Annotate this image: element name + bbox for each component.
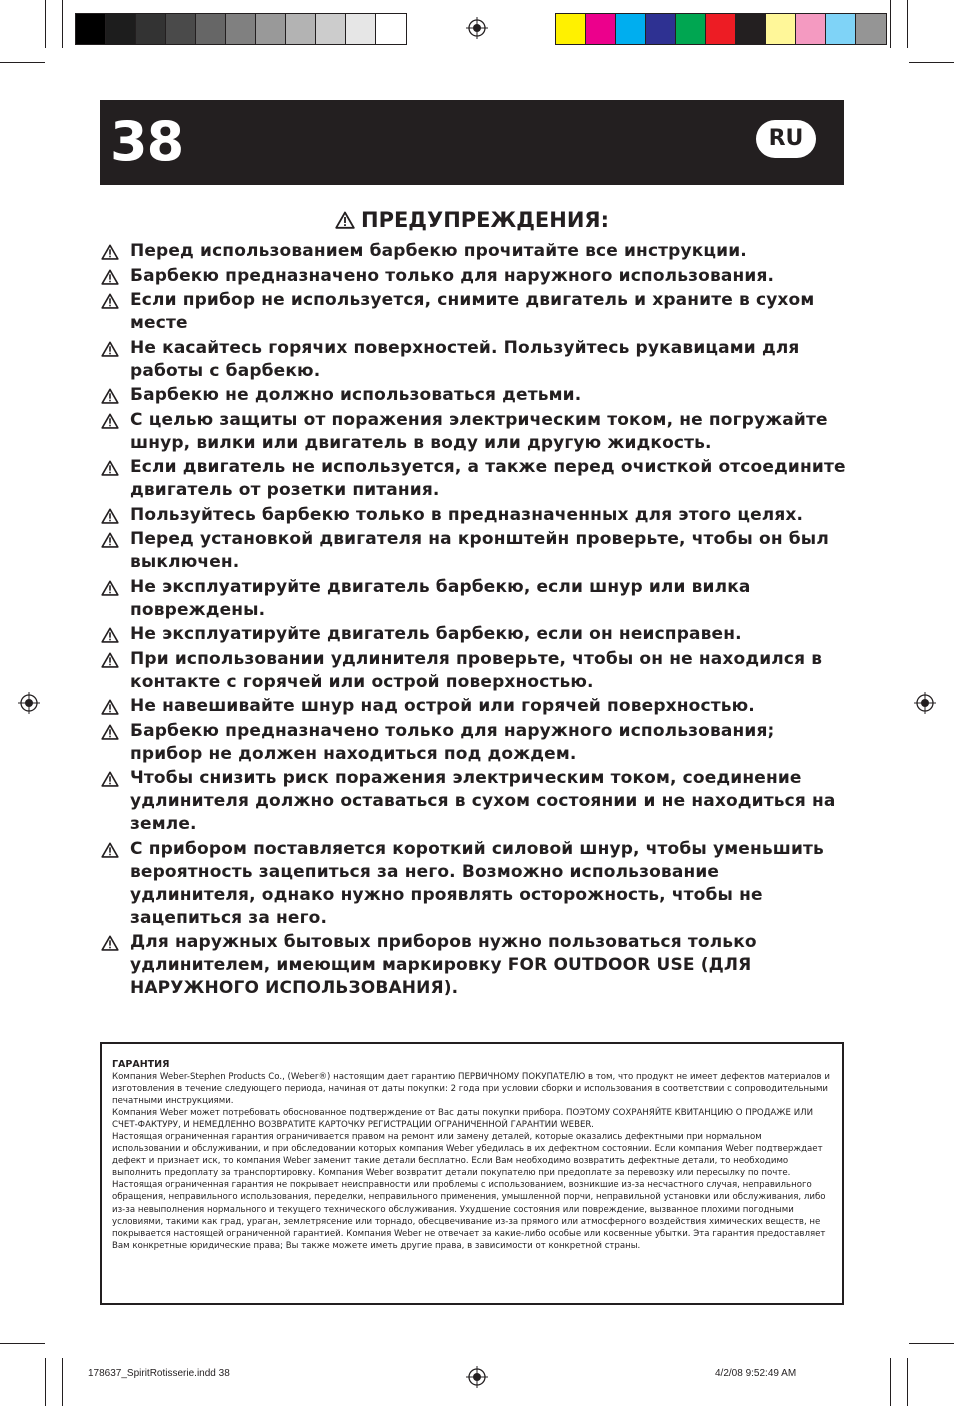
warranty-paragraph: Компания Weber-Stephen Products Co., (Weber®) настоящим дает гарантию ПЕРВИЧНОМУ ПОКУПАТЕЛЮ в том, что продукт не имеет дефектов материалов и изготовления в течение следующего периода, начиная от даты покупки: 2 года при условии сборки и использования в соответствии с сопроводительными печатными инструкциями.: [112, 1072, 830, 1107]
warning-text: Не эксплуатируйте двигатель барбекю, если шнур или вилка повреждены.: [130, 576, 751, 620]
registration-mark-icon: [466, 1366, 488, 1388]
warnings-title: ПРЕДУПРЕЖДЕНИЯ:: [361, 208, 609, 232]
crop-mark: [909, 62, 954, 63]
warning-triangle-icon: [101, 580, 119, 603]
color-swatch: [286, 14, 316, 44]
warning-item: [100, 576, 850, 622]
warning-text: Перед установкой двигателя на кронштейн проверьте, чтобы он был выключен.: [130, 529, 829, 572]
warning-text: Не касайтесь горячих поверхностей. Пользуйтесь рукавицами для работы с барбекю.: [130, 337, 800, 381]
warning-item: [100, 289, 850, 335]
warning-text: С целью защиты от поражения электрическим током, не погружайте шнур, вилки или двигатель в воду или другую жидкость.: [130, 409, 828, 453]
crop-mark: [909, 1343, 954, 1344]
color-swatch: [106, 14, 136, 44]
crop-mark: [0, 62, 45, 63]
color-swatch: [736, 14, 766, 44]
warning-text: Не эксплуатируйте двигатель барбекю, если он неисправен.: [130, 624, 742, 644]
warning-text: Для наружных бытовых приборов нужно пользоваться только удлинителем, имеющим маркировку FOR OUTDOOR USE (ДЛЯ НАРУЖНОГО ИСПОЛЬЗОВАНИЯ).: [130, 932, 757, 998]
warning-item: [100, 931, 850, 1000]
crop-mark: [907, 1358, 908, 1406]
warning-triangle-icon: [101, 842, 119, 865]
color-swatch: [226, 14, 256, 44]
warning-triangle-icon: [335, 211, 355, 229]
warnings-list: [100, 240, 850, 1002]
process-color-bar: [555, 13, 887, 45]
color-swatch: [136, 14, 166, 44]
warranty-box: [100, 1042, 844, 1305]
color-swatch: [826, 14, 856, 44]
color-swatch: [346, 14, 376, 44]
warning-item: [100, 528, 850, 574]
color-swatch: [586, 14, 616, 44]
warning-text: При использовании удлинителя проверьте, чтобы он не находился в контакте с горячей или острой поверхностью.: [130, 648, 823, 692]
warning-text: Не навешивайте шнур над острой или горячей поверхностью.: [130, 696, 755, 716]
registration-mark-icon: [466, 17, 488, 39]
crop-mark: [0, 1343, 45, 1344]
warning-item: [100, 409, 850, 455]
date-info: 4/2/08 9:52:49 AM: [715, 1368, 797, 1379]
warranty-paragraph: Настоящая ограниченная гарантия не покрывает неисправности или проблемы с использованием, возникшие из-за несчастного случая, неправильного обращения, неправильного использования, переделки, неправильного применения, умышленной порчи, неправильной установки или обслуживания, либо из-за невыполнения нормального и текущего технического обслуживания. Ухудшение состояния или повреждение, вызванное плохими погодными условиями, такими как град, ураган, землетрясение или торнадо, обесцвечивание из-за прямого или атмосферного воздействия химических веществ, не покрывается настоящей ограниченной гарантией. Компания Weber не отвечает за какие-либо особые или косвенные убытки. Эта гарантия предоставляет Вам конкретные юридические права; Вы также можете иметь другие права, в зависимости от конкретной страны.: [112, 1180, 826, 1251]
color-swatch: [196, 14, 226, 44]
page-header: [100, 100, 844, 185]
color-swatch: [706, 14, 736, 44]
warranty-paragraph: Настоящая ограниченная гарантия ограничивается правом на ремонт или замену деталей, которые оказались дефектными при нормальном использовании и обслуживании, и при обследовании которых компания Weber убедилась в их дефектном состоянии. Если компания Weber подтверждает дефект и признает иск, то компания Weber заменит такие детали бесплатно. Если Вам необходимо возвратить дефектные детали, то необходимо выполнить предоплату за транспортировку. Компания Weber возвратит детали покупателю при предоплате за перевозку или пересылку по почте.: [112, 1132, 823, 1179]
file-info: 178637_SpiritRotisserie.indd 38: [88, 1368, 230, 1379]
crop-mark: [907, 0, 908, 48]
color-swatch: [556, 14, 586, 44]
color-swatch: [616, 14, 646, 44]
crop-mark: [45, 1358, 46, 1406]
color-swatch: [376, 14, 406, 44]
warning-triangle-icon: [101, 460, 119, 483]
warning-triangle-icon: [101, 935, 119, 958]
warning-item: [100, 265, 850, 288]
registration-mark-icon: [18, 692, 40, 714]
warning-text: Если двигатель не используется, а также перед очисткой отсоедините двигатель от розетки питания.: [130, 457, 846, 500]
warning-text: Перед использованием барбекю прочитайте все инструкции.: [130, 241, 747, 261]
warning-text: Барбекю предназначено только для наружного использования; прибор не должен находиться под дождем.: [130, 720, 775, 764]
warning-triangle-icon: [101, 771, 119, 794]
page-number: 38: [110, 110, 184, 173]
grayscale-color-bar: [75, 13, 407, 45]
warning-item: [100, 337, 850, 383]
warnings-heading: [100, 205, 844, 235]
crop-mark: [62, 1358, 63, 1406]
warning-item: [100, 767, 850, 836]
warning-item: [100, 720, 850, 766]
warning-text: Барбекю не должно использоваться детьми.: [130, 385, 582, 405]
warning-item: [100, 648, 850, 694]
crop-mark: [62, 0, 63, 48]
crop-mark: [890, 1358, 891, 1406]
color-swatch: [856, 14, 886, 44]
warranty-paragraph: Компания Weber может потребовать обоснованное подтверждение от Вас даты покупки прибора. ПОЭТОМУ СОХРАНЯЙТЕ КВИТАНЦИЮ О ПРОДАЖЕ ИЛИ СЧЕТ-ФАКТУРУ, И НЕМЕДЛЕННО ВОЗВРАТИТЕ КАРТОЧКУ РЕГИСТРАЦИИ ОГРАНИЧЕННОЙ ГАРАНТИИ WEBER.: [112, 1108, 814, 1131]
color-swatch: [316, 14, 346, 44]
warning-item: [100, 456, 850, 502]
warning-text: Барбекю предназначено только для наружного использования.: [130, 265, 775, 286]
warning-item: [100, 504, 850, 527]
warning-triangle-icon: [101, 652, 119, 675]
language-badge: RU: [756, 120, 816, 158]
color-swatch: [766, 14, 796, 44]
warning-text: Чтобы снизить риск поражения электрическим током, соединение удлинителя должно оставаться в сухом состоянии и не находиться на земле.: [130, 768, 836, 834]
warning-triangle-icon: [101, 532, 119, 555]
warning-item: [100, 695, 850, 718]
color-swatch: [796, 14, 826, 44]
warning-item: [100, 240, 850, 263]
warning-triangle-icon: [101, 413, 119, 436]
crop-mark: [890, 0, 891, 48]
warning-item: [100, 838, 850, 930]
warning-item: [100, 384, 850, 407]
registration-mark-icon: [914, 692, 936, 714]
warning-triangle-icon: [101, 293, 119, 316]
warranty-title: ГАРАНТИЯ: [112, 1059, 170, 1070]
warning-triangle-icon: [101, 341, 119, 364]
color-swatch: [166, 14, 196, 44]
crop-mark: [45, 0, 46, 48]
warning-text: Если прибор не используется, снимите двигатель и храните в сухом месте: [130, 290, 815, 333]
color-swatch: [76, 14, 106, 44]
warning-text: С прибором поставляется короткий силовой шнур, чтобы уменьшить вероятность зацепиться за него. Возможно использование удлинителя, однако нужно проявлять осторожность, чтобы не зацепиться за него.: [130, 838, 824, 928]
warning-triangle-icon: [101, 724, 119, 747]
color-swatch: [676, 14, 706, 44]
warning-text: Пользуйтесь барбекю только в предназначенных для этого целях.: [130, 504, 804, 525]
warning-item: [100, 623, 850, 646]
color-swatch: [646, 14, 676, 44]
color-swatch: [256, 14, 286, 44]
